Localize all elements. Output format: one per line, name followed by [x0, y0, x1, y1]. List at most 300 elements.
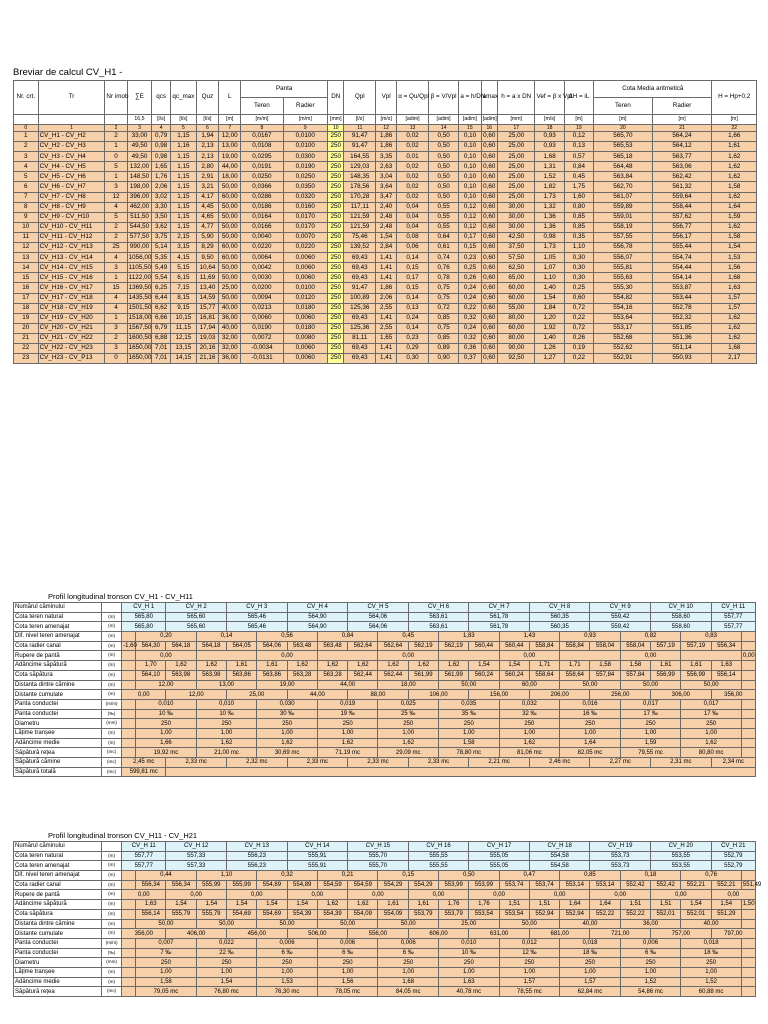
profile-cell: 1,63: [439, 977, 500, 987]
table-cell: 30,00: [497, 222, 535, 232]
header-cell: L: [219, 81, 241, 115]
table-cell: 0,85: [428, 313, 458, 323]
profile-cell: 22 ‰: [196, 948, 257, 958]
profile-cell: [122, 958, 136, 968]
profile-cell: 1,00: [681, 728, 742, 738]
table-cell: 12: [105, 192, 127, 202]
profile-cell: 554,58: [529, 851, 590, 861]
profile-cell: 553,55: [651, 861, 712, 871]
profile-cell: 50,00: [257, 919, 318, 929]
profile-cell: 1,62: [378, 661, 408, 671]
table-cell: 91,47: [344, 283, 376, 293]
profile-cell: 0,007: [136, 938, 197, 948]
table-cell: 25,00: [497, 192, 535, 202]
profile-cell: 551,29: [711, 909, 741, 919]
table-cell: 1,62: [712, 152, 757, 162]
table-cell: 0,60: [481, 202, 497, 212]
profile-row: [14, 738, 756, 748]
table-cell: 14,15: [171, 354, 197, 364]
row-label: Panta conductei: [14, 938, 102, 948]
table-cell: 0,0166: [241, 222, 283, 232]
table-cell: 50,00: [219, 273, 241, 283]
table-cell: 0,0120: [283, 293, 328, 303]
profile-cell: 0,010: [439, 938, 500, 948]
table-cell: 2,06: [152, 182, 171, 192]
table-cell: 565,53: [594, 142, 653, 152]
table-cell: 1,16: [171, 142, 197, 152]
profile-cell: 250: [499, 958, 560, 968]
table-cell: 3,30: [152, 202, 171, 212]
row-unit: (m): [102, 967, 122, 977]
profile-cell: 0,00: [742, 652, 755, 659]
profile-cell: 558,60: [651, 622, 712, 632]
profile-cell: 6 ‰: [317, 948, 378, 958]
profile-cell: 563,86: [227, 670, 257, 680]
profile-cell: 1,00: [560, 967, 621, 977]
table-cell: 2,80: [196, 162, 218, 172]
profile-cell: 1,62: [317, 661, 347, 671]
table-cell: 250: [328, 283, 344, 293]
profile-cell: 0,00: [711, 890, 755, 900]
table-cell: 5: [105, 212, 127, 222]
profile-cell: 0,00: [122, 690, 166, 700]
table-cell: 1,54: [712, 243, 757, 253]
table-cell: 7,01: [152, 343, 171, 353]
header-cell: Nr. crt.: [14, 81, 39, 115]
row-label: Săpătură totală: [14, 767, 102, 777]
row-unit: (m): [102, 929, 122, 939]
profile-cell: 1,51: [499, 900, 529, 910]
table-cell: 0,0060: [283, 273, 328, 283]
profile-cell: 1,00: [620, 967, 681, 977]
table-cell: 60,00: [497, 323, 535, 333]
profile-cell: 40,78 mc: [439, 987, 500, 997]
table-cell: 990,00: [127, 243, 152, 253]
table-cell: 25,00: [497, 132, 535, 142]
profile-cell: [122, 871, 136, 881]
table-cell: 1650,00: [127, 343, 152, 353]
profile-cell: 17 ‰: [620, 709, 681, 719]
profile-cell: [166, 767, 756, 777]
table-cell: 552,91: [594, 354, 653, 364]
table-cell: 3,04: [376, 172, 397, 182]
table-cell: 5,54: [152, 273, 171, 283]
table-cell: 0,0160: [283, 202, 328, 212]
table-cell: 0,0250: [283, 172, 328, 182]
table-cell: 0,10: [459, 132, 481, 142]
table-cell: 556,78: [594, 243, 653, 253]
table-cell: 250: [328, 162, 344, 172]
profile-row: [14, 748, 756, 758]
profile-cell: 1,00: [378, 967, 439, 977]
table-cell: 554,44: [652, 263, 712, 273]
profile-cell: 1,62: [408, 661, 438, 671]
table-cell: 0,0060: [283, 313, 328, 323]
table-cell: 0,24: [459, 293, 481, 303]
row-unit: (‰): [102, 948, 122, 958]
profile-cell: 555,91: [287, 861, 348, 871]
table-cell: 50,00: [219, 212, 241, 222]
profile-cell: [122, 948, 136, 958]
table-cell: 0,30: [397, 354, 429, 364]
profile-cell: 555,55: [408, 861, 469, 871]
profile-cell: 0,00: [651, 890, 712, 900]
table-cell: 2,84: [376, 243, 397, 253]
profile-cell: 562,19: [408, 641, 438, 651]
table-cell: 2: [105, 333, 127, 343]
table-cell: CV_H23 - CV_P13: [38, 354, 105, 364]
table-cell: 6,15: [171, 273, 197, 283]
table-cell: 0,0320: [283, 192, 328, 202]
table-cell: 563,06: [652, 162, 712, 172]
row-unit: (m/m): [102, 938, 122, 948]
profile-cell: [122, 919, 136, 929]
table-cell: 3,15: [171, 243, 197, 253]
profile-cell: 0,47: [499, 871, 560, 881]
profile-cell: 1,61: [408, 900, 438, 910]
table-cell: 0,45: [564, 172, 593, 182]
profile-cell: 1,54: [226, 900, 256, 910]
table-cell: 0,30: [564, 263, 593, 273]
profile-cell: 557,33: [166, 861, 227, 871]
table-row: [14, 212, 757, 222]
table-cell: 25: [105, 243, 127, 253]
table-cell: 90,00: [497, 343, 535, 353]
profile-cell: 0,012: [499, 938, 560, 948]
table-cell: 0,60: [481, 162, 497, 172]
table-row: [14, 303, 757, 313]
table-cell: 0,22: [564, 313, 593, 323]
profile-cell: 206,00: [529, 690, 590, 700]
profile-cell: 256,00: [590, 690, 651, 700]
row-unit: (m): [102, 612, 122, 622]
table-cell: CV_H16 - CV_H17: [38, 283, 105, 293]
table-cell: 0,75: [428, 283, 458, 293]
profile-cell: 1,71: [560, 661, 590, 671]
profile-cell: 78,80 mc: [439, 748, 500, 758]
profile-cell: 564,06: [257, 641, 287, 651]
profile-cell: 1,51: [651, 900, 681, 910]
table-cell: 0,02: [397, 142, 429, 152]
table-cell: 1567,50: [127, 323, 152, 333]
profile-cell: 250: [196, 719, 257, 729]
table-cell: 12: [14, 243, 39, 253]
profile-cell: 553,73: [590, 861, 651, 871]
profile-cell: 1,54: [196, 977, 257, 987]
profile1-table: [13, 602, 756, 777]
profile-cell: 1,62: [317, 738, 378, 748]
table-cell: 558,44: [652, 202, 712, 212]
table-cell: 1,41: [376, 273, 397, 283]
profile-cell: 2,46 mc: [529, 758, 590, 768]
profile-cell: [741, 909, 755, 919]
header-sub: Radier: [283, 98, 328, 115]
row-label: Adâncime medie: [14, 977, 102, 987]
profile-cell: 1,68: [378, 977, 439, 987]
table-cell: 0,25: [459, 263, 481, 273]
profile-cell: 560,35: [529, 612, 590, 622]
profile-cell: 557,77: [711, 612, 755, 622]
table-cell: 552,62: [594, 343, 653, 353]
table-cell: 1105,50: [127, 263, 152, 273]
table-cell: 555,63: [594, 273, 653, 283]
table-cell: 1,52: [535, 172, 564, 182]
profile-cell: 0,006: [257, 938, 318, 948]
profile-cell: 555,79: [196, 909, 226, 919]
profile-cell: 553,79: [439, 909, 469, 919]
profile-cell: 2,33 mc: [287, 758, 348, 768]
table-cell: 0,0180: [283, 323, 328, 333]
row-unit: (m): [102, 738, 122, 748]
profile-cell: 81,06 mc: [499, 748, 560, 758]
profile-cell: 44,00: [317, 680, 378, 690]
table-cell: 49,50: [127, 152, 152, 162]
table-cell: 0,0100: [283, 132, 328, 142]
profile-cell: 2,33 mc: [348, 758, 409, 768]
table-cell: 0,26: [459, 273, 481, 283]
table-cell: 553,44: [652, 293, 712, 303]
table-cell: 0,85: [564, 212, 593, 222]
table-cell: 250: [328, 253, 344, 263]
profile-cell: 560,35: [529, 622, 590, 632]
profile2-table: [13, 841, 762, 997]
colnum-cell: 17: [497, 125, 535, 132]
profile-cell: [741, 709, 755, 719]
table-cell: 1435,50: [127, 293, 152, 303]
header-cell: DN: [328, 81, 344, 115]
table-cell: CV_H1 - CV_H2: [38, 132, 105, 142]
table-row: [14, 243, 757, 253]
profile-cell: 35 ‰: [439, 709, 500, 719]
profile-cell: [741, 738, 755, 748]
table-cell: 6,79: [152, 323, 171, 333]
table-row: [14, 283, 757, 293]
table-cell: 555,44: [652, 243, 712, 253]
table-cell: 1,40: [535, 333, 564, 343]
table-cell: 8: [14, 202, 39, 212]
profile-cell: 1,54: [469, 661, 499, 671]
table-cell: CV_H3 - CV_H4: [38, 152, 105, 162]
table-cell: 25,00: [219, 283, 241, 293]
table-cell: 1,36: [535, 212, 564, 222]
table-cell: 1,59: [712, 212, 757, 222]
profile-cell: 1,83: [439, 632, 500, 642]
profile-cell: 560,24: [499, 670, 529, 680]
profile-cell: 556,23: [226, 861, 287, 871]
profile-cell: 0,44: [136, 871, 197, 881]
table-cell: 139,52: [344, 243, 376, 253]
profile-cell: 0,017: [681, 699, 742, 709]
panta-header: Panta: [241, 81, 328, 98]
table-cell: 0,75: [428, 323, 458, 333]
table-cell: 0,17: [459, 232, 481, 242]
profile-cell: 0,50: [439, 871, 500, 881]
profile-row: [14, 622, 756, 632]
colnum-cell: 6: [196, 125, 218, 132]
table-cell: 17: [14, 293, 39, 303]
table-cell: 0,37: [459, 354, 481, 364]
table-cell: 60,00: [497, 293, 535, 303]
profile-cell: CV_H 7: [469, 603, 530, 613]
profile-cell: 19,00: [257, 680, 318, 690]
table-cell: 554,14: [652, 273, 712, 283]
profile-cell: 1,54: [287, 900, 317, 910]
table-cell: 10,64: [196, 263, 218, 273]
table-cell: 556,17: [652, 232, 712, 242]
profile-cell: 0,00: [136, 651, 197, 661]
table-cell: 1,20: [535, 313, 564, 323]
table-cell: 1,41: [376, 313, 397, 323]
table-cell: 1,15: [171, 222, 197, 232]
table-cell: 0,60: [481, 313, 497, 323]
profile-cell: 552,42: [651, 880, 681, 890]
table-cell: 0,60: [481, 253, 497, 263]
table-cell: 0,61: [428, 243, 458, 253]
profile-cell: 552,01: [681, 909, 711, 919]
profile-cell: [122, 977, 136, 987]
profile-cell: 564,10: [136, 670, 166, 680]
profile-cell: 0,32: [257, 871, 318, 881]
unit-cell: [14, 115, 39, 125]
table-cell: 50,00: [219, 222, 241, 232]
profile-cell: 564,90: [287, 622, 348, 632]
table-cell: 0,78: [428, 273, 458, 283]
table-cell: 20: [14, 323, 39, 333]
table-cell: 75,46: [344, 232, 376, 242]
table-cell: 0,02: [397, 182, 429, 192]
table-cell: 4: [105, 253, 127, 263]
profile-cell: 2,34 mc: [711, 758, 755, 768]
row-unit: (m): [102, 880, 122, 890]
profile-cell: [122, 880, 136, 890]
table-cell: 4,77: [196, 222, 218, 232]
table-cell: 0,55: [428, 202, 458, 212]
table-row: [14, 273, 757, 283]
colnum-cell: 5: [171, 125, 197, 132]
profile-cell: 0,00: [408, 890, 469, 900]
table-cell: 0,12: [459, 222, 481, 232]
table-cell: 11: [14, 232, 39, 242]
profile-cell: 79,05 mc: [136, 987, 197, 997]
profile-cell: [439, 651, 500, 661]
profile-cell: 556,14: [136, 909, 166, 919]
table-cell: 1,41: [376, 253, 397, 263]
table-cell: 121,59: [344, 212, 376, 222]
row-label: Săpătură rețea: [14, 748, 102, 758]
profile-cell: 0,006: [317, 938, 378, 948]
table-cell: 0,0200: [241, 283, 283, 293]
table-row: [14, 263, 757, 273]
profile-cell: 554,09: [378, 909, 408, 919]
profile-cell: 561,99: [408, 670, 438, 680]
profile-cell: 30 ‰: [257, 709, 318, 719]
profile-cell: 50,00: [681, 680, 742, 690]
table-cell: CV_H21 - CV_H22: [38, 333, 105, 343]
profile-cell: CV_H 21: [711, 842, 755, 852]
table-cell: 1,86: [376, 283, 397, 293]
profile-cell: [122, 738, 136, 748]
profile-cell: 1,62: [196, 738, 257, 748]
profile-cell: 0,21: [317, 871, 378, 881]
row-label: Panta conductei: [14, 699, 102, 709]
table-cell: 50,00: [219, 232, 241, 242]
table-cell: 0,60: [481, 212, 497, 222]
profile-cell: 557,77: [122, 861, 166, 871]
profile-cell: 557,33: [166, 851, 227, 861]
profile-cell: 406,00: [166, 929, 227, 939]
table-cell: 553,17: [594, 323, 653, 333]
profile-cell: 565,46: [227, 622, 288, 632]
profile-cell: 250: [620, 958, 681, 968]
row-unit: (m): [102, 622, 122, 632]
table-cell: 21: [14, 333, 39, 343]
profile-cell: [122, 728, 136, 738]
table-cell: 2,48: [376, 212, 397, 222]
table-cell: 1,15: [171, 212, 197, 222]
profile-cell: [741, 632, 755, 642]
row-label: Rupere de pantă: [14, 890, 102, 900]
profile-cell: 18 ‰: [560, 948, 621, 958]
table-cell: 0,12: [459, 202, 481, 212]
table-cell: 1,57: [712, 303, 757, 313]
table-cell: 564,24: [652, 132, 712, 142]
table-cell: 2,13: [196, 152, 218, 162]
table-row: [14, 293, 757, 303]
profile-cell: 12,00: [166, 690, 227, 700]
table-cell: 1,76: [152, 172, 171, 182]
table-cell: 1,62: [712, 313, 757, 323]
profile-cell: CV_H 2: [166, 603, 227, 613]
profile-cell: 1,61: [651, 661, 681, 671]
table-cell: 1,26: [535, 343, 564, 353]
table-cell: 1: [105, 142, 127, 152]
profile-cell: 0,00: [378, 651, 439, 661]
table-row: [14, 333, 757, 343]
profile-row: [14, 871, 756, 881]
profile-cell: 0,00: [257, 651, 318, 661]
table-cell: 1600,50: [127, 333, 152, 343]
profile-cell: 555,79: [166, 909, 196, 919]
table-cell: -0,0131: [241, 354, 283, 364]
table-cell: 561,32: [652, 182, 712, 192]
profile-cell: 1,10: [196, 871, 257, 881]
table-cell: 0,0100: [283, 142, 328, 152]
profile-cell: [741, 680, 755, 690]
table-cell: 1,15: [171, 152, 197, 162]
table-cell: 1,94: [196, 132, 218, 142]
table-cell: 553,64: [594, 313, 653, 323]
table-cell: 0,60: [481, 343, 497, 353]
row-unit: (m): [102, 641, 122, 651]
profile-cell: 558,60: [651, 612, 712, 622]
profile-cell: 1,00: [499, 728, 560, 738]
profile-cell: 1,00: [136, 728, 197, 738]
table-cell: 5,15: [171, 263, 197, 273]
row-unit: (mc): [102, 758, 122, 768]
profile-cell: [122, 709, 136, 719]
table-cell: 0,0180: [283, 303, 328, 313]
profile-row: [14, 612, 756, 622]
unit-cell: [mm]: [328, 115, 344, 125]
profile-cell: CV_H 18: [529, 842, 590, 852]
profile-row: [14, 929, 756, 939]
table-cell: 69,43: [344, 273, 376, 283]
table-cell: 0,0080: [283, 333, 328, 343]
profile-cell: 0,010: [196, 699, 257, 709]
profile-cell: 62,84 mc: [560, 987, 621, 997]
table-cell: 4,17: [196, 192, 218, 202]
table-cell: 0,0220: [283, 243, 328, 253]
